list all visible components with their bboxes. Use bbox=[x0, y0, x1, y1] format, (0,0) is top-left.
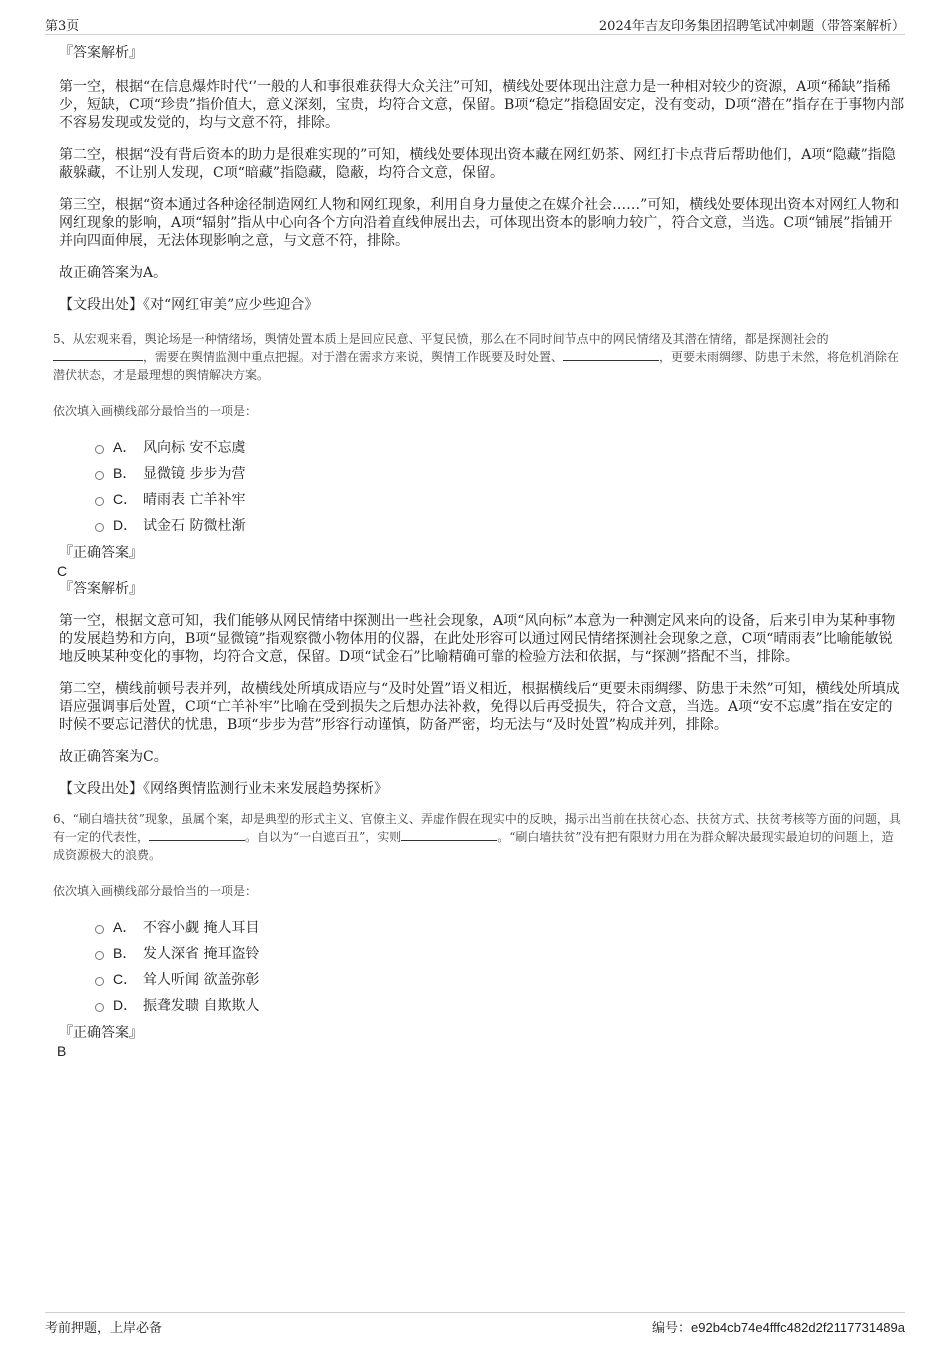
source-note: 【文段出处】《对“网红审美”应少些迎合》 bbox=[59, 297, 319, 313]
fill-blank bbox=[53, 348, 143, 361]
question-5-options bbox=[95, 434, 905, 538]
question-5-instruction: 依次填入画横线部分最恰当的一项是： bbox=[53, 404, 258, 418]
page-content bbox=[45, 44, 905, 1060]
correct-answer: B bbox=[57, 1043, 67, 1059]
analysis-conclusion: 故正确答案为C。 bbox=[59, 749, 168, 765]
analysis-paragraph: 第二空，根据“没有背后资本的助力是很难实现的”可知，横线处要体现出资本藏在网红奶茶、网红打卡点背后帮助他们，A项“隐藏”指隐蔽躲藏，不让别人发现，C项“暗藏”指隐藏，隐蔽，均符合文意，保留。 bbox=[59, 147, 896, 181]
option-a[interactable]: A． 风向标 安不忘虞 bbox=[95, 434, 905, 460]
fill-blank bbox=[401, 828, 497, 841]
analysis-label: 『答案解析』 bbox=[59, 45, 143, 61]
question-6-stem: 6、“刷白墙扶贫”现象，虽属个案，却是典型的形式主义、官僚主义、弄虚作假在现实中的反映，揭示出当前在扶贫心态、扶贫方式、扶贫考核等方面的问题，具有一定的代表性， 。自以为“一白遮百丑”，实则 。“刷白墙扶贫”没有把有限财力用在为群众解决最现实最迫切的问题上，造成资源极大的浪费。 bbox=[53, 812, 901, 862]
option-a[interactable]: A． 不容小觑 掩人耳目 bbox=[95, 914, 905, 940]
question-6-options bbox=[95, 914, 905, 1018]
answer-label: 『正确答案』 bbox=[59, 1025, 143, 1041]
radio-icon[interactable] bbox=[95, 445, 104, 454]
option-b[interactable]: B． 发人深省 掩耳盗铃 bbox=[95, 940, 905, 966]
question-5-stem: 5、从宏观来看，舆论场是一种情绪场，舆情处置本质上是回应民意、平复民愤，那么在不同时间节点中的网民情绪及其潜在情绪，都是探测社会的，需要在舆情监测中重点把握。对于潜在需求方来说，舆情工作既要及时处置、 ，更要未雨绸缪、防患于未然，将危机消除在潜伏状态，才是最理想的舆情解决方案。 bbox=[53, 332, 900, 382]
page-number: 第3页 bbox=[45, 19, 80, 34]
radio-icon[interactable] bbox=[95, 1003, 104, 1012]
footer-slogan: 考前押题，上岸必备 bbox=[45, 1321, 163, 1336]
analysis-label: 『答案解析』 bbox=[59, 581, 143, 597]
document-title: 2024年吉友印务集团招聘笔试冲刺题（带答案解析） bbox=[598, 19, 905, 34]
analysis-conclusion: 故正确答案为A。 bbox=[59, 265, 168, 281]
radio-icon[interactable] bbox=[95, 471, 104, 480]
correct-answer: C bbox=[57, 563, 68, 579]
page-footer bbox=[45, 1312, 905, 1335]
fill-blank bbox=[563, 348, 659, 361]
radio-icon[interactable] bbox=[95, 951, 104, 960]
option-b[interactable]: B． 显微镜 步步为营 bbox=[95, 460, 905, 486]
radio-icon[interactable] bbox=[95, 925, 104, 934]
analysis-paragraph: 第一空，根据文意可知，我们能够从网民情绪中探测出一些社会现象，A项“风向标”本意为一种测定风来向的设备，后来引申为某种事物的发展趋势和方向，B项“显微镜”指观察微小物体用的仪器，在此处形容可以通过网民情绪探测社会现象之意，C项“晴雨表”比喻能敏锐地反映某种变化的事物，均符合文意，保留。D项“试金石”比喻精确可靠的检验方法和依据，与“探测”搭配不当，排除。 bbox=[59, 613, 896, 665]
radio-icon[interactable] bbox=[95, 523, 104, 532]
source-note: 【文段出处】《网络舆情监测行业未来发展趋势探析》 bbox=[59, 781, 388, 797]
document-code: 编号：e92b4cb74e4fffc482d2f2117731489a bbox=[652, 1320, 905, 1335]
question-6-instruction: 依次填入画横线部分最恰当的一项是： bbox=[53, 884, 258, 898]
page-header bbox=[45, 14, 905, 35]
analysis-paragraph: 第三空，根据“资本通过各种途径制造网红人物和网红现象，利用自身力量使之在媒介社会……”可知，横线处要体现出资本对网红人物和网红现象的影响，A项“辐射”指从中心向各个方向沿着直线伸展出去，可体现出资本的影响力较广，符合文意，当选。C项“铺展”指铺开并向四面伸展，无法体现影响之意，与文意不符，排除。 bbox=[59, 197, 900, 249]
fill-blank bbox=[149, 828, 245, 841]
analysis-paragraph: 第一空，根据“在信息爆炸时代‘’一般的人和事很难获得大众关注”可知，横线处要体现出注意力是一种相对较少的资源，A项“稀缺”指稀少，短缺，C项“珍贵”指价值大，意义深刻，宝贵，均符合文意，保留。B项“稳定”指稳固安定，没有变动，D项“潜在”指存在于事物内部不容易发现或发觉的，均与文意不符，排除。 bbox=[59, 79, 905, 131]
answer-label: 『正确答案』 bbox=[59, 545, 143, 561]
radio-icon[interactable] bbox=[95, 977, 104, 986]
analysis-paragraph: 第二空，横线前顿号表并列，故横线处所填成语应与“及时处置”语义相近，根据横线后“更要未雨绸缪、防患于未然”可知，横线处所填成语应强调事后处置，C项“亡羊补牢”比喻在受到损失之后想办法补救，免得以后再受损失，符合文意，当选。A项“安不忘虞”指在安定的时候不要忘记潜伏的忧患，B项“步步为营”形容行动谨慎，防备严密，均无法与“及时处置”构成并列，排除。 bbox=[59, 681, 900, 733]
option-c[interactable]: C． 晴雨表 亡羊补牢 bbox=[95, 486, 905, 512]
radio-icon[interactable] bbox=[95, 497, 104, 506]
option-c[interactable]: C． 耸人听闻 欲盖弥彰 bbox=[95, 966, 905, 992]
option-d[interactable]: D． 振聋发聩 自欺欺人 bbox=[95, 992, 905, 1018]
option-d[interactable]: D． 试金石 防微杜渐 bbox=[95, 512, 905, 538]
